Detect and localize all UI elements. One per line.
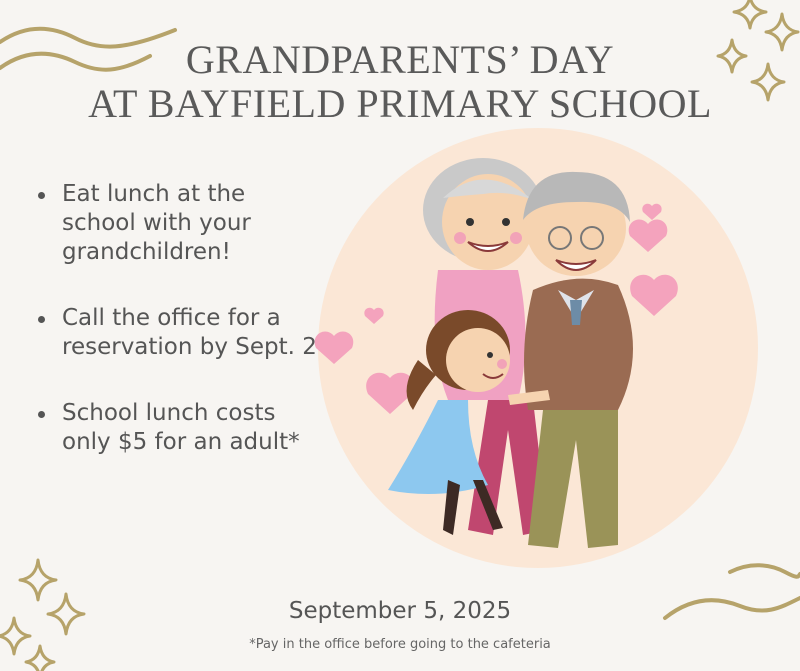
info-bullet-list — [30, 180, 320, 494]
title-line-2: AT BAYFIELD PRIMARY SCHOOL — [88, 81, 712, 126]
heart-icon — [315, 332, 354, 364]
sparkle-icon — [20, 560, 56, 600]
footnote: *Pay in the office before going to the cafeteria — [249, 637, 551, 652]
bullet-reservation: Call the office for a reservation by Sept. 2 — [30, 304, 320, 362]
bullet-lunch: Eat lunch at the school with your grandchildren! — [30, 180, 320, 267]
grandpa-figure — [523, 172, 633, 548]
bullet-cost: School lunch costs only $5 for an adult* — [30, 399, 320, 457]
heart-icon — [642, 204, 661, 220]
heart-icon — [364, 308, 383, 324]
page-title — [0, 38, 800, 126]
event-date: September 5, 2025 — [288, 598, 512, 624]
grandparents-illustration — [318, 150, 758, 570]
title-line-1: GRANDPARENTS’ DAY — [185, 37, 615, 82]
heart-icon — [630, 275, 678, 316]
sparkle-icon — [734, 0, 766, 28]
heart-icon — [629, 220, 668, 252]
